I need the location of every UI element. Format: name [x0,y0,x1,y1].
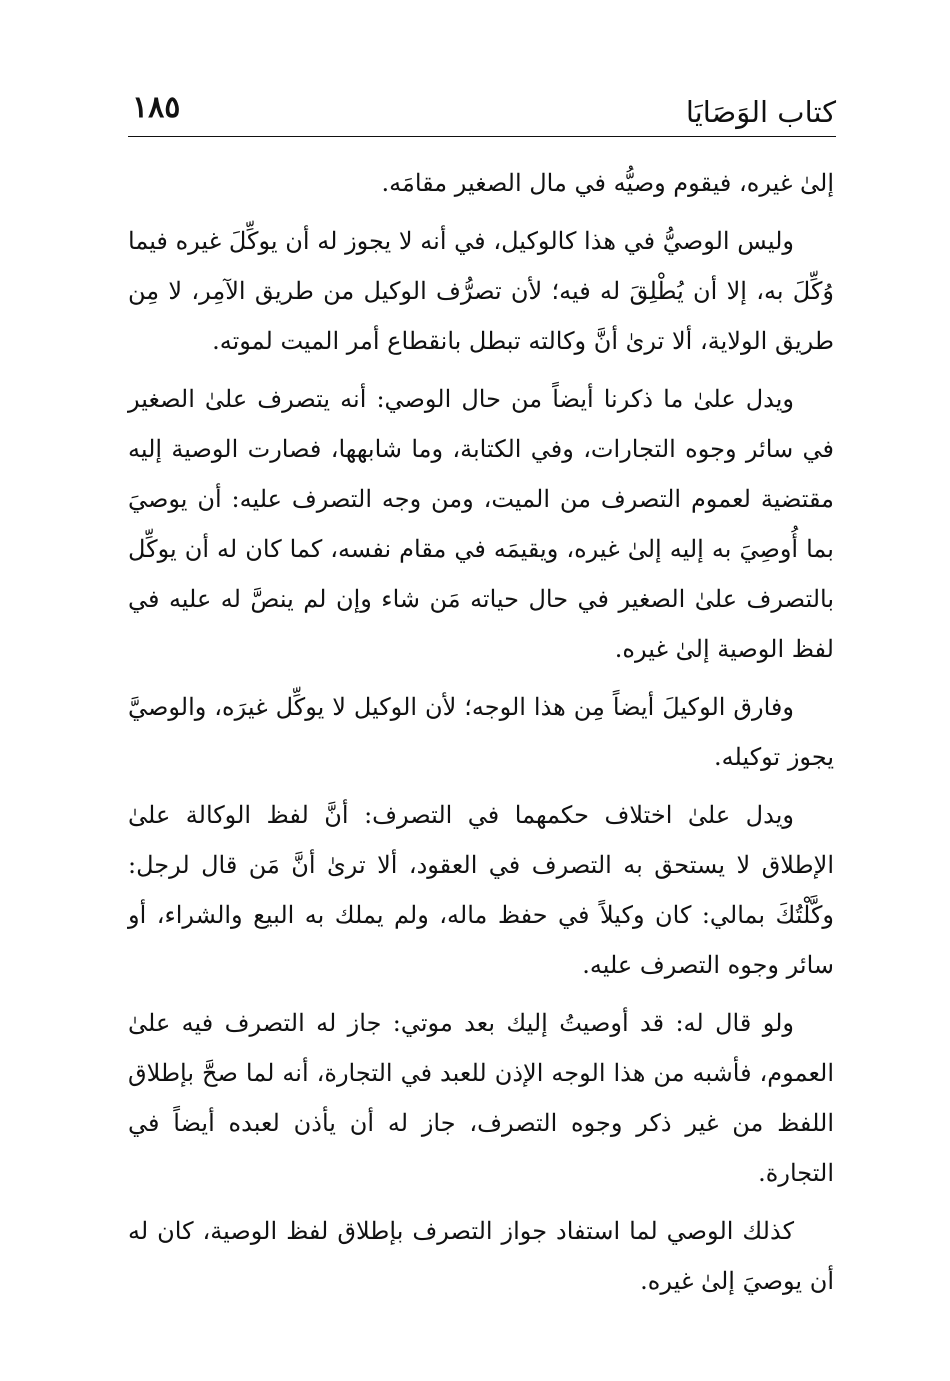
main-text [128,158,834,1314]
header-divider [128,136,836,137]
book-title: كتاب الوَصَايَا [685,95,836,129]
paragraph: كذلك الوصي لما استفاد جواز التصرف بإطلاق لفظ الوصية، كان له أن يوصيَ إلىٰ غيره. [128,1217,834,1295]
paragraph: إلىٰ غيره، فيقوم وصيُّه في مال الصغير مقامَه. [381,169,834,197]
paragraph: وليس الوصيُّ في هذا كالوكيل، في أنه لا يجوز له أن يوكِّلَ غيره فيما وُكِّلَ به، إلا أن يُطْلِقَ له فيه؛ لأن تصرُّف الوكيل من طريق الآمِر، لا مِن طريق الولاية، ألا ترىٰ أنَّ وكالته تبطل بانقطاع أمر الميت لموته. [128,227,834,355]
page-number: ١٨٥ [132,90,181,125]
paragraph: ولو قال له: قد أوصيتُ إليك بعد موتي: جاز له التصرف فيه علىٰ العموم، فأشبه من هذا الوجه الإذن للعبد في التجارة، أنه لما صحَّ بإطلاق اللفظ من غير ذكر وجوه التصرف، جاز له أن يأذن لعبده أيضاً في التجارة. [128,1009,834,1187]
running-header [128,88,836,132]
paragraph: ويدل علىٰ اختلاف حكمهما في التصرف: أنَّ لفظ الوكالة علىٰ الإطلاق لا يستحق به التصرف في العقود، ألا ترىٰ أنَّ مَن قال لرجل: وكَّلْتُكَ بمالي: كان وكيلاً في حفظ ماله، ولم يملك به البيع والشراء، أو سائر وجوه التصرف عليه. [128,801,834,979]
paragraph: ويدل علىٰ ما ذكرنا أيضاً من حال الوصي: أنه يتصرف علىٰ الصغير في سائر وجوه التجارات، وفي الكتابة، وما شابهها، فصارت الوصية إليه مقتضية لعموم التصرف من الميت، ومن وجه التصرف عليه: أن يوصيَ بما أُوصِيَ به إليه إلىٰ غيره، ويقيمَه في مقام نفسه، كما كان له أن يوكِّل بالتصرف علىٰ الصغير في حال حياته مَن شاء وإن لم ينصَّ له عليه في لفظ الوصية إلىٰ غيره. [128,385,834,663]
paragraph: وفارق الوكيلَ أيضاً مِن هذا الوجه؛ لأن الوكيل لا يوكِّل غيرَه، والوصيَّ يجوز توكيله. [128,693,834,771]
